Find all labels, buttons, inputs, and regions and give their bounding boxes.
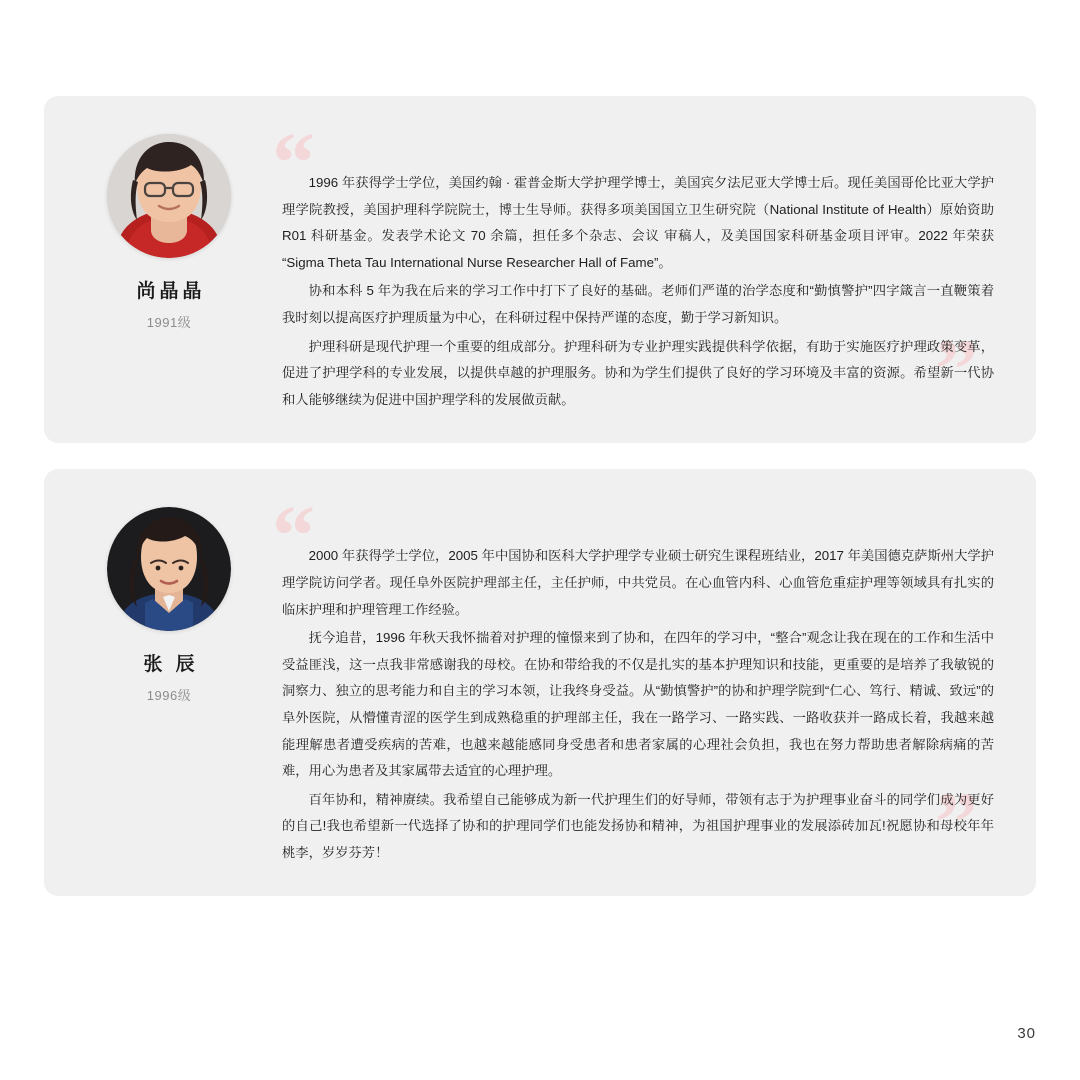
- quote-close-icon: ”: [935, 320, 978, 417]
- paragraph: 协和本科 5 年为我在后来的学习工作中打下了良好的基础。老师们严谨的治学态度和“勤慎警护”四字箴言一直鞭策着我时刻以提高医疗护理质量为中心，在科研过程中保持严谨的态度，勤于学习新知识。: [282, 283, 994, 325]
- person-name: 尚晶晶: [136, 281, 206, 302]
- testimonial-body: [264, 487, 1000, 870]
- paragraph: 护理科研是现代护理一个重要的组成部分。护理科研为专业护理实践提供科学依据，有助于实施医疗护理政策变革，促进了护理学科的专业发展，以提供卓越的护理服务。协和为学生们提供了良好的学习环境及丰富的资源。希望新一代协和人能够继续为促进中国护理学科的发展做贡献。: [282, 338, 994, 407]
- page-number: 30: [1017, 1025, 1036, 1042]
- person-class-year: 1996级: [146, 688, 192, 704]
- avatar: [107, 507, 231, 631]
- paragraph: 2000 年获得学士学位，2005 年中国协和医科大学护理学专业硕士研究生课程班结业，2017 年美国德克萨斯州大学护理学院访问学者。现任阜外医院护理部主任，主任护师，中共党员。在心血管内科、心血管危重症护理等领域具有扎实的临床护理和护理管理工作经验。: [282, 548, 994, 617]
- person-class-year: 1991级: [146, 315, 192, 330]
- avatar: [107, 134, 231, 258]
- paragraph: 抚今追昔，1996 年秋天我怀揣着对护理的憧憬来到了协和，在四年的学习中，“整合”观念让我在现在的工作和生活中受益匪浅，这一点我非常感谢我的母校。在协和带给我的不仅是扎实的基本护理知识和技能，更重要的是培养了我敏锐的洞察力、独立的思考能力和自主的学习本领，让我终身受益。从“勤慎警护”的协和护理学院到“仁心、笃行、精诚、致远”的阜外医院，从懵懂青涩的医学生到成熟稳重的护理部主任，我在一路学习、一路实践、一路收获并一路成长着，我越来越能理解患者遭受疾病的苦难，也越来越能感同身受患者和患者家属的心理社会负担，我也在努力帮助患者解除病痛的苦难，用心为患者及其家属带去适宜的心理护理。: [282, 630, 994, 779]
- person-name: 张 辰: [143, 654, 199, 676]
- paragraph-list: [264, 505, 1000, 870]
- avatar-portrait-icon: [107, 507, 231, 631]
- quote-open-icon: “: [272, 487, 315, 584]
- testimonial-card: [44, 96, 1036, 443]
- testimonial-card: [44, 469, 1036, 896]
- paragraph-list: [264, 132, 1000, 417]
- quote-close-icon: ”: [935, 773, 978, 870]
- avatar-portrait-icon: [107, 134, 231, 258]
- testimonial-body: [264, 114, 1000, 417]
- person-block: [74, 499, 264, 704]
- paragraph: 百年协和，精神赓续。我希望自己能够成为新一代护理生们的好导师，带领有志于为护理事业奋斗的同学们成为更好的自己!我也希望新一代选择了协和的护理同学们也能发扬协和精神，为祖国护理事业的发展添砖加瓦!祝愿协和母校年年桃李，岁岁芬芳！: [282, 791, 994, 860]
- quote-open-icon: “: [272, 114, 315, 210]
- paragraph: 1996 年获得学士学位，美国约翰 · 霍普金斯大学护理学博士，美国宾夕法尼亚大学博士后。现任美国哥伦比亚大学护理学院教授，美国护理科学院院士，博士生导师。获得多项美国国立卫生研究院（National Institute of Health）原始资助 R01 科研基金。发表学术论文 70 余篇，担任多个杂志、会议 审稿人，及美国国家科研基金项目评审。2022 年荣获 “Sigma Theta Tau International Nurse Researcher Hall of Fame”。: [282, 175, 994, 270]
- person-block: [74, 126, 264, 331]
